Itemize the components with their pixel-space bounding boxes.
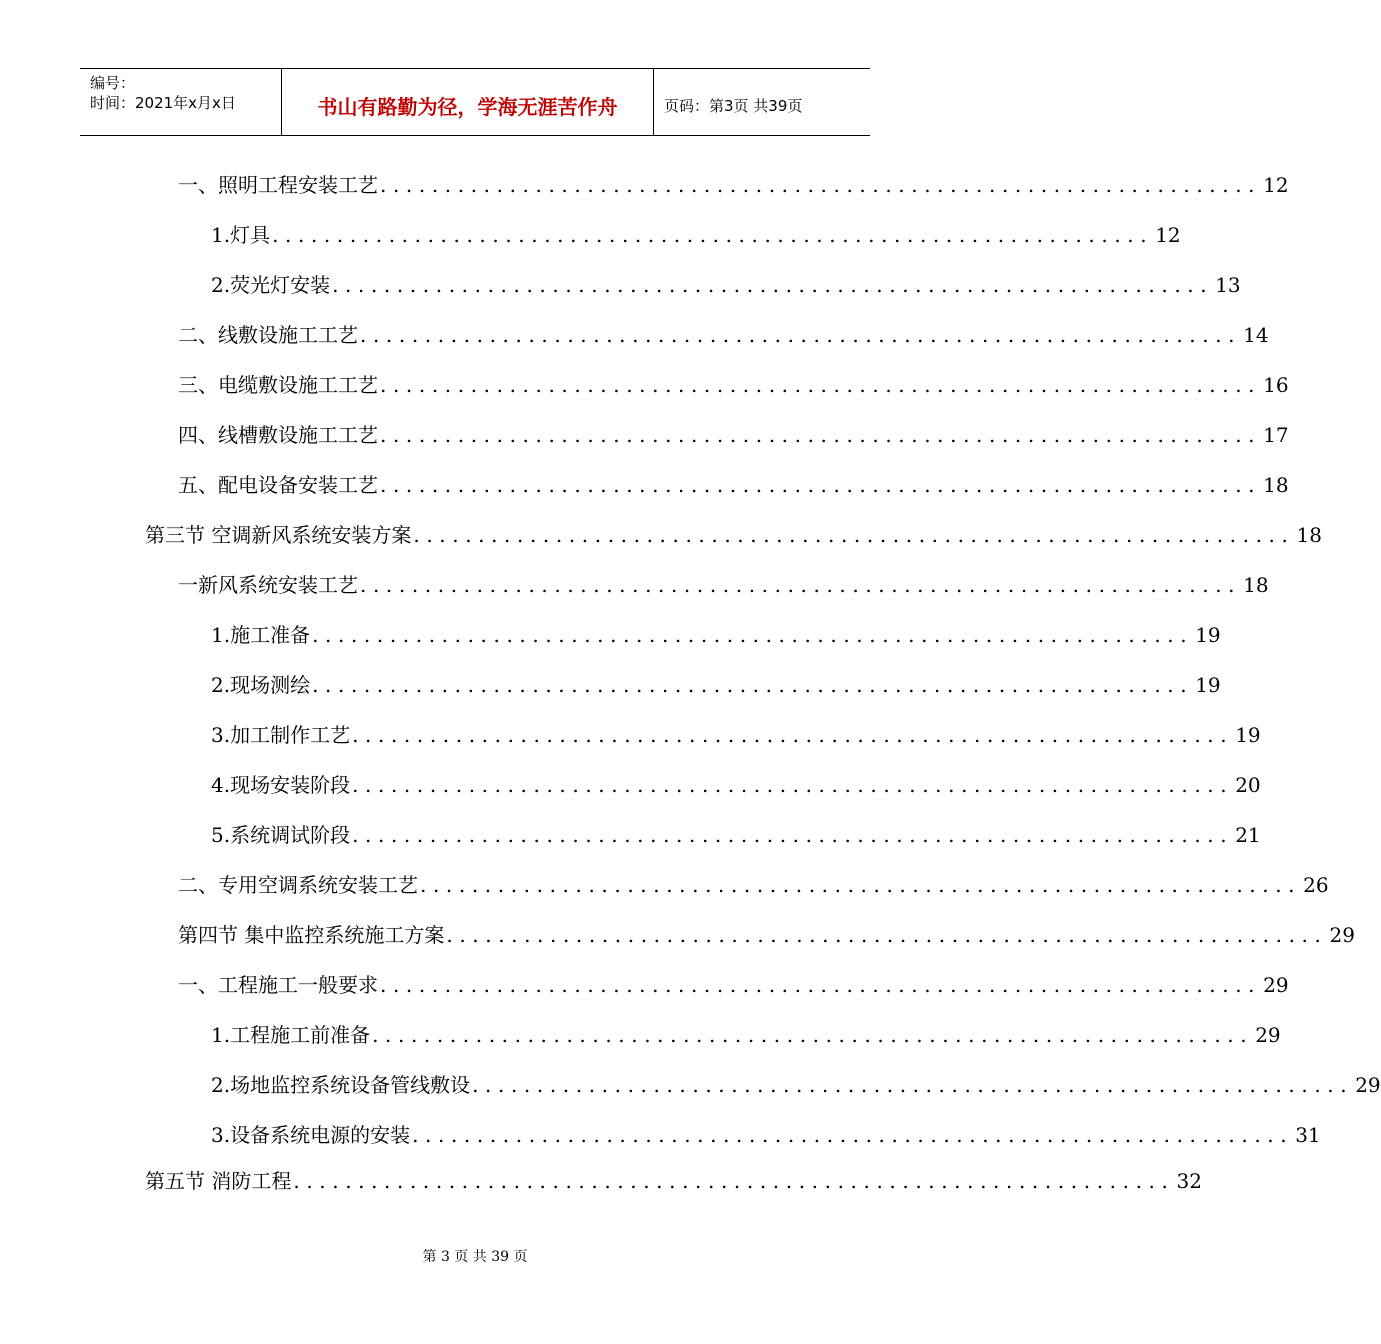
toc-entry-page: 29 [1329,923,1355,947]
toc-leader: .................................................................... [360,323,1242,347]
toc-entry-page: 19 [1195,623,1221,647]
toc-entry-number: 4. [211,773,231,797]
toc-leader: .................................................................... [272,223,1154,247]
toc-entry-number: 1. [211,623,231,647]
toc-entry-page: 13 [1215,273,1241,297]
toc-leader: .................................................................... [472,1073,1354,1097]
toc-entry-number: 5. [211,823,231,847]
toc-entry[interactable] [178,370,1289,400]
toc-entry[interactable] [211,820,1261,850]
toc-entry-page: 29 [1263,973,1289,997]
toc-entry[interactable] [178,970,1289,1000]
toc-entry[interactable] [211,620,1221,650]
toc-entry-page: 20 [1235,773,1261,797]
toc-entry-page: 12 [1263,173,1289,197]
toc-entry-title: 电缆敷设施工工艺 [218,373,378,397]
toc-leader: .................................................................... [312,623,1194,647]
toc-entry-page: 19 [1195,673,1221,697]
toc-entry-page: 17 [1263,423,1289,447]
toc-leader: .................................................................... [312,673,1194,697]
toc-leader: .................................................................... [412,1123,1294,1147]
toc-entry-number: 二、 [178,323,218,347]
toc-entry-page: 26 [1303,873,1329,897]
toc-entry[interactable] [211,770,1261,800]
toc-entry[interactable] [211,1120,1321,1150]
toc-entry-title: 场地监控系统设备管线敷设 [230,1073,471,1097]
header-page-info: 页码：第3页 共39页 [664,96,803,115]
toc-entry-number: 1. [211,1023,231,1047]
toc-entry[interactable] [178,170,1289,200]
toc-entry-title: 第四节 集中监控系统施工方案 [178,923,445,947]
toc-entry-page: 18 [1296,523,1322,547]
toc-entry[interactable] [178,320,1269,350]
toc-entry[interactable] [211,670,1221,700]
header-meta [80,69,282,135]
toc-entry-title: 四、线槽敷设施工工艺 [178,423,378,447]
toc-entry-page: 18 [1263,473,1289,497]
toc-entry-number: 3. [211,723,231,747]
toc-entry-title: 现场测绘 [230,673,311,697]
toc-leader: .................................................................... [372,1023,1254,1047]
page-footer: 第 3 页 共 39 页 [422,1249,528,1265]
toc-entry-number: 2. [211,673,231,697]
toc-entry-page: 19 [1235,723,1261,747]
toc-entry[interactable] [211,1020,1281,1050]
toc-leader: .................................................................... [446,923,1328,947]
toc-entry[interactable] [211,720,1261,750]
header-motto: 书山有路勤为径，学海无涯苦作舟 [282,69,654,135]
toc-leader: .................................................................... [413,523,1295,547]
toc-leader: .................................................................... [352,723,1234,747]
toc-leader: .................................................................... [352,773,1234,797]
document-time-label: 时间：2021年x月x日 [90,94,236,112]
toc-entry-title: 荧光灯安装 [230,273,331,297]
toc-leader: .................................................................... [360,573,1242,597]
toc-entry-page: 18 [1243,573,1269,597]
toc-entry-number: 3. [211,1123,231,1147]
toc-entry-number: 三、 [178,373,218,397]
toc-entry-title: 五、配电设备安装工艺 [178,473,378,497]
toc-entry-page: 29 [1255,1023,1281,1047]
toc-entry-title: 二、专用空调系统安装工艺 [178,873,418,897]
toc-entry-number: 2. [211,273,231,297]
toc-entry-title: 灯具 [230,223,271,247]
toc-entry-title: 一、工程施工一般要求 [178,973,378,997]
toc-entry[interactable] [211,220,1181,250]
toc-leader: .................................................................... [380,473,1262,497]
toc-entry-page: 12 [1155,223,1181,247]
toc-entry-page: 21 [1235,823,1261,847]
toc-entry[interactable] [178,870,1329,900]
toc-leader: .................................................................... [332,273,1214,297]
toc-leader: .................................................................... [380,173,1262,197]
toc-entry-page: 16 [1263,373,1289,397]
toc-entry[interactable] [178,570,1269,600]
toc-entry-title: 第三节 空调新风系统安装方案 [145,523,412,547]
toc-entry-page: 29 [1355,1073,1381,1097]
toc-entry-page: 14 [1243,323,1269,347]
toc-entry[interactable] [145,1166,1202,1196]
toc-entry-title: 第五节 消防工程 [145,1169,292,1193]
toc-entry[interactable] [145,520,1322,550]
toc-entry-title: 线敷设施工工艺 [218,323,358,347]
toc-leader: .................................................................... [380,973,1262,997]
toc-entry-title: 施工准备 [230,623,311,647]
toc-entry-number: 1. [211,223,231,247]
toc-entry[interactable] [178,420,1289,450]
toc-entry-number: 一、 [178,173,218,197]
toc-leader: .................................................................... [293,1169,1175,1193]
toc-entry-page: 32 [1176,1169,1202,1193]
toc-entry-title: 系统调试阶段 [230,823,351,847]
toc-entry[interactable] [178,920,1355,950]
document-number-label: 编号： [90,74,136,92]
toc-leader: .................................................................... [352,823,1234,847]
toc-entry-page: 31 [1295,1123,1321,1147]
toc-entry[interactable] [211,1070,1381,1100]
toc-entry-title: 工程施工前准备 [230,1023,371,1047]
toc-entry-title: 设备系统电源的安装 [230,1123,411,1147]
toc-entry-title: 加工制作工艺 [230,723,351,747]
page-header [80,68,870,136]
toc-leader: .................................................................... [380,373,1262,397]
toc-leader: .................................................................... [420,873,1302,897]
toc-entry-number: 2. [211,1073,231,1097]
toc-entry[interactable] [211,270,1241,300]
toc-entry-title: 现场安装阶段 [230,773,351,797]
toc-leader: .................................................................... [380,423,1262,447]
toc-entry-title: 一新风系统安装工艺 [178,573,358,597]
toc-entry[interactable] [178,470,1289,500]
toc-entry-title: 照明工程安装工艺 [218,173,378,197]
